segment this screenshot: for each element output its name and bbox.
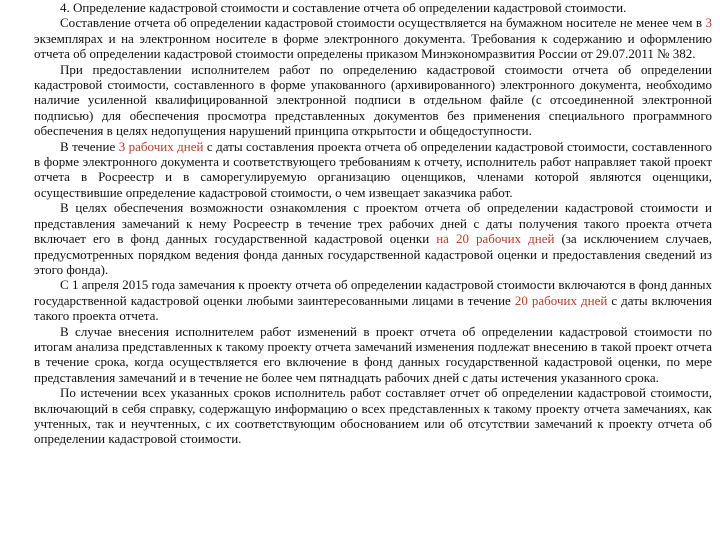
paragraph-text: с даты включения такого проекта отчета. [34, 292, 713, 324]
paragraph-draft-submission [34, 139, 712, 201]
section-heading [34, 0, 712, 15]
paragraph-text: экземплярах и на электронном носителе в форме электронного документа. Требования к содержанию и оформлению отчета об определении кадастровой стоимости определены приказом Минэкономразвития России от 29.07.2011 № 382. [34, 30, 712, 62]
document-body [34, 0, 712, 447]
paragraph-text: Составление отчета об определении кадастровой стоимости осуществляется на бумажном носителе не менее чем в [60, 15, 706, 31]
highlighted-text: 20 рабочих дней [514, 292, 608, 308]
paragraph-changes [34, 324, 712, 386]
paragraph-text: (за исключением случаев, предусмотренных порядком ведения фонда данных государственной кадастровой оценки и предоставления сведений из этого фонда). [34, 231, 712, 277]
paragraph-text: В течение [60, 138, 119, 154]
highlighted-text: на 20 рабочих дней [436, 231, 555, 247]
paragraph-final-report [34, 385, 712, 447]
paragraph-electronic-signature [34, 62, 712, 139]
paragraph-report-copies [34, 15, 712, 61]
paragraph-text: В случае внесения исполнителем работ изменений в проект отчета об определении кадастровой стоимости по итогам анализа представленных к такому проекту отчета замечаний изменения подлежат внесению в такой проект отчета в течение срока, когда осуществляется его включение в фонд данных государственной кадастровой оценки, по мере представления замечаний и в течение не более чем пятнадцать рабочих дней с даты истечения указанного срока. [34, 323, 712, 385]
paragraph-text: С 1 апреля 2015 года замечания к проекту отчета об определении кадастровой стоимости включаются в фонд данных государственной кадастровой оценки любыми заинтересованными лицами в течение [34, 277, 712, 308]
section-heading-text: 4. Определение кадастровой стоимости и составление отчета об определении кадастровой стоимости. [60, 0, 627, 15]
highlighted-text: 3 рабочих дней [118, 138, 204, 154]
paragraph-text: с даты составления проекта отчета об определении кадастровой стоимости, составленного в форме электронного документа и соответствующего требованиям к отчету, исполнитель работ направляет такой проект отчета в Росреестр и в саморегулируемую организацию оценщиков, членами которой являются оценщики, осуществившие определение кадастровой стоимости, о чем извещает заказчика работ. [34, 138, 713, 200]
paragraph-text: По истечении всех указанных сроков исполнитель работ составляет отчет об определении кадастровой стоимости, включающий в себя справку, содержащую информацию о всех представленных к такому проекту отчета замечаниях, как учтенных, так и неучтенных, с их соответствующим обоснованием или об отсутствии замечаний к проекту отчета об определении кадастровой стоимости. [34, 385, 712, 447]
paragraph-data-fund [34, 200, 712, 277]
paragraph-remarks [34, 277, 712, 323]
paragraph-text: В целях обеспечения возможности ознакомления с проектом отчета об определении кадастровой стоимости и представления замечаний к нему Росреестр в течение трех рабочих дней с даты получения такого проекта отчета включает его в фонд данных государственной кадастровой оценки [34, 200, 712, 247]
paragraph-text: При предоставлении исполнителем работ по определению кадастровой стоимости отчета об определении кадастровой стоимости, составленного в форме упакованного (архивированного) электронного документа, необходимо наличие усиленной квалифицированной электронной подписи в отдельном файле (с отсоединенной электронной подписью) для обеспечения просмотра представленных документов без применения специального программного обеспечения в целях недопущения нарушений принципа открытости и общедоступности. [34, 61, 712, 139]
highlighted-text: 3 [705, 15, 712, 31]
